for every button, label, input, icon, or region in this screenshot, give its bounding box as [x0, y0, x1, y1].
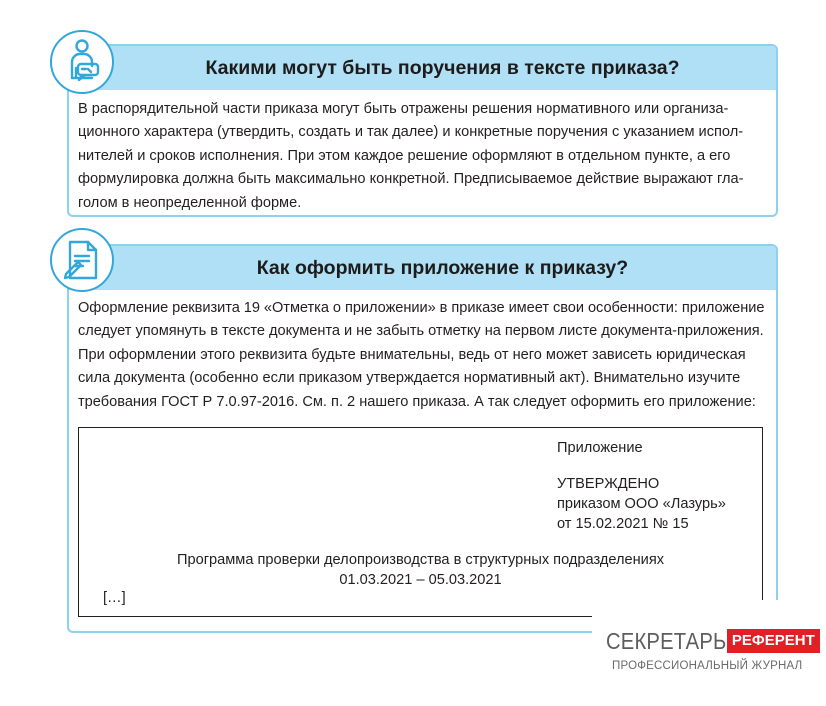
- approved-label: УТВЕРЖДЕНО: [557, 476, 660, 492]
- brand-tagline: ПРОФЕССИОНАЛЬНЫЙ ЖУРНАЛ: [612, 660, 803, 672]
- faq-box-orders: [67, 44, 778, 217]
- ellipsis: […]: [103, 590, 126, 606]
- person-speech-icon: [50, 30, 114, 94]
- body-line: При оформлении этого реквизита будьте внимательны, ведь от него может зависеть юридическая: [78, 346, 746, 363]
- body-line: требования ГОСТ Р 7.0.97-2016. См. п. 2 нашего приказа. А так следует оформить его приложение:: [78, 393, 756, 410]
- brand-name: СЕКРЕТАРЬ: [606, 628, 727, 654]
- body-line: формулировка должна быть максимально конкретной. Предписываемое действие выражают гла-: [78, 171, 744, 188]
- document-pen-icon: [50, 228, 114, 292]
- section-title: Какими могут быть поручения в тексте приказа?: [69, 46, 776, 90]
- body-line: В распорядительной части приказа могут быть отражены решения нормативного или организа-: [78, 101, 729, 117]
- program-dates: 01.03.2021 – 05.03.2021: [339, 572, 502, 588]
- program-title: Программа проверки делопроизводства в структурных подразделениях: [176, 552, 665, 568]
- section-body: [78, 98, 764, 215]
- body-line: ционного характера (утвердить, создать и так далее) и конкретные поручения с указанием испол-: [78, 124, 744, 141]
- body-line: нителей и сроков исполнения. При этом каждое решение оформляют в отдельном пункте, а его: [78, 147, 731, 164]
- body-line: голом в неопределенной форме.: [78, 194, 302, 211]
- section-body: [78, 297, 764, 414]
- brand-badge: РЕФЕРЕНТ: [727, 629, 820, 653]
- body-line: следует упомянуть в тексте документа и не забыть отметку на первом листе документа-приложения.: [78, 323, 764, 340]
- body-line: сила документа (особенно если приказом утверждается нормативный акт). Внимательно изучите: [78, 370, 741, 387]
- section-title: Как оформить приложение к приказу?: [69, 246, 776, 290]
- sample-appendix-document: [78, 427, 763, 617]
- appendix-label: Приложение: [557, 440, 643, 456]
- order-ref: приказом ООО «Лазурь»: [557, 496, 726, 512]
- body-line: Оформление реквизита 19 «Отметка о приложении» в приказе имеет свои особенности: приложение: [78, 300, 765, 316]
- order-date: от 15.02.2021 № 15: [557, 516, 689, 532]
- brand-logo: [606, 628, 820, 654]
